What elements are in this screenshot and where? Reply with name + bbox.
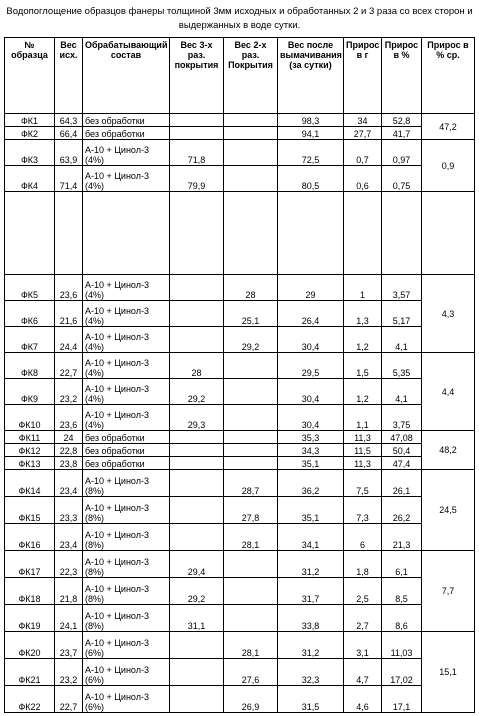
composition-cell: А-10 + Цинол-3 (4%) — [83, 275, 170, 301]
weight-after-soak-cell: 30,4 — [278, 405, 344, 431]
table-row — [5, 470, 475, 497]
initial-weight-cell: 23,7 — [55, 632, 83, 659]
sample-id-cell: ФК16 — [5, 524, 55, 551]
gain-grams-cell: 2,7 — [344, 605, 382, 632]
weight-3-coats-cell — [170, 457, 224, 470]
weight-3-coats-cell — [170, 497, 224, 524]
table-row — [5, 275, 475, 301]
composition-cell: А-10 + Цинол-3 (4%) — [83, 140, 170, 166]
weight-2-coats-cell — [224, 114, 278, 127]
composition-cell: А-10 + Цинол-3 (8%) — [83, 551, 170, 578]
composition-cell: А-10 + Цинол-3 (4%) — [83, 166, 170, 192]
weight-2-coats-cell — [224, 405, 278, 431]
gain-percent-average-cell: 0,9 — [422, 140, 475, 192]
header-weight-after-soaking: Вес после вымачивания (за сутки) — [278, 38, 344, 114]
initial-weight-cell: 21,6 — [55, 301, 83, 327]
table-row — [5, 431, 475, 444]
gain-percent-cell: 21,3 — [382, 524, 422, 551]
gain-percent-cell: 17,02 — [382, 659, 422, 686]
initial-weight-cell: 23,8 — [55, 457, 83, 470]
initial-weight-cell: 23,6 — [55, 405, 83, 431]
gain-percent-average-cell: 48,2 — [422, 431, 475, 470]
table-row — [5, 605, 475, 632]
weight-2-coats-cell: 27,6 — [224, 659, 278, 686]
gain-grams-cell: 1,1 — [344, 405, 382, 431]
composition-cell: А-10 + Цинол-3 (4%) — [83, 301, 170, 327]
table-row — [5, 127, 475, 140]
sample-id-cell: ФК18 — [5, 578, 55, 605]
header-row — [5, 38, 475, 114]
header-sample-number: № образца — [5, 38, 55, 114]
composition-cell: без обработки — [83, 444, 170, 457]
weight-3-coats-cell: 29,3 — [170, 405, 224, 431]
table-row — [5, 444, 475, 457]
weight-2-coats-cell — [224, 166, 278, 192]
sample-id-cell: ФК19 — [5, 605, 55, 632]
gain-grams-cell: 1,2 — [344, 327, 382, 353]
initial-weight-cell: 22,8 — [55, 444, 83, 457]
sample-id-cell: ФК2 — [5, 127, 55, 140]
gain-percent-cell: 52,8 — [382, 114, 422, 127]
composition-cell: А-10 + Цинол-3 (4%) — [83, 327, 170, 353]
weight-2-coats-cell: 26,9 — [224, 686, 278, 713]
gain-percent-average-cell: 15,1 — [422, 632, 475, 713]
weight-2-coats-cell: 28,1 — [224, 632, 278, 659]
weight-3-coats-cell — [170, 470, 224, 497]
initial-weight-cell: 23,2 — [55, 659, 83, 686]
gain-grams-cell: 6 — [344, 524, 382, 551]
sample-id-cell: ФК21 — [5, 659, 55, 686]
weight-3-coats-cell — [170, 127, 224, 140]
sample-id-cell: ФК15 — [5, 497, 55, 524]
weight-2-coats-cell — [224, 140, 278, 166]
table-row — [5, 524, 475, 551]
gain-grams-cell: 11,3 — [344, 457, 382, 470]
weight-2-coats-cell: 25,1 — [224, 301, 278, 327]
gain-percent-cell: 8,5 — [382, 578, 422, 605]
weight-after-soak-cell: 29 — [278, 275, 344, 301]
weight-2-coats-cell — [224, 457, 278, 470]
gain-grams-cell: 1,5 — [344, 353, 382, 379]
gain-percent-average-cell — [422, 192, 475, 275]
header-gain-percent-avg: Прирос в % ср. — [422, 38, 475, 114]
sample-id-cell: ФК4 — [5, 166, 55, 192]
table-body — [5, 114, 475, 713]
weight-after-soak-cell: 33,8 — [278, 605, 344, 632]
weight-after-soak-cell: 36,2 — [278, 470, 344, 497]
header-initial-weight: Вес исх. — [55, 38, 83, 114]
initial-weight-cell: 23,2 — [55, 379, 83, 405]
initial-weight-cell: 24,4 — [55, 327, 83, 353]
initial-weight-cell: 24,1 — [55, 605, 83, 632]
weight-2-coats-cell — [224, 578, 278, 605]
gain-percent-cell: 26,1 — [382, 470, 422, 497]
sample-id-cell: ФК11 — [5, 431, 55, 444]
sample-id-cell: ФК3 — [5, 140, 55, 166]
initial-weight-cell: 23,6 — [55, 275, 83, 301]
table-title: Водопоглощение образцов фанеры толщиной 3мм исходных и обработанных 2 и 3 раза со всех сторон и выдержанных в воде сутки. — [6, 6, 473, 31]
table-row — [5, 405, 475, 431]
weight-3-coats-cell — [170, 275, 224, 301]
initial-weight-cell: 23,4 — [55, 524, 83, 551]
initial-weight-cell: 24 — [55, 431, 83, 444]
weight-2-coats-cell — [224, 353, 278, 379]
weight-2-coats-cell — [224, 431, 278, 444]
sample-id-cell: ФК1 — [5, 114, 55, 127]
weight-3-coats-cell — [170, 301, 224, 327]
gain-percent-cell: 0,75 — [382, 166, 422, 192]
sample-id-cell — [5, 192, 55, 275]
weight-2-coats-cell — [224, 551, 278, 578]
weight-3-coats-cell: 79,9 — [170, 166, 224, 192]
weight-after-soak-cell: 30,4 — [278, 379, 344, 405]
composition-cell: А-10 + Цинол-3 (4%) — [83, 353, 170, 379]
initial-weight-cell: 23,3 — [55, 497, 83, 524]
gain-percent-cell: 47,4 — [382, 457, 422, 470]
sample-id-cell: ФК22 — [5, 686, 55, 713]
table-row — [5, 192, 475, 275]
weight-2-coats-cell — [224, 605, 278, 632]
gain-grams-cell: 7,3 — [344, 497, 382, 524]
weight-after-soak-cell: 34,1 — [278, 524, 344, 551]
sample-id-cell: ФК6 — [5, 301, 55, 327]
weight-2-coats-cell: 27,8 — [224, 497, 278, 524]
weight-3-coats-cell: 28 — [170, 353, 224, 379]
weight-after-soak-cell: 31,2 — [278, 551, 344, 578]
sample-id-cell: ФК10 — [5, 405, 55, 431]
header-gain-grams: Прирос в г — [344, 38, 382, 114]
composition-cell: А-10 + Цинол-3 (6%) — [83, 659, 170, 686]
gain-percent-cell: 17,1 — [382, 686, 422, 713]
gain-grams-cell: 1,3 — [344, 301, 382, 327]
weight-after-soak-cell: 29,5 — [278, 353, 344, 379]
initial-weight-cell: 63,9 — [55, 140, 83, 166]
gain-percent-average-cell: 7,7 — [422, 551, 475, 632]
composition-cell: А-10 + Цинол-3 (8%) — [83, 605, 170, 632]
gain-grams-cell: 27,7 — [344, 127, 382, 140]
header-weight-3-coats: Вес 3-х раз. покрытия — [170, 38, 224, 114]
gain-percent-cell: 8,6 — [382, 605, 422, 632]
table-row — [5, 353, 475, 379]
sample-id-cell: ФК9 — [5, 379, 55, 405]
gain-percent-cell: 50,4 — [382, 444, 422, 457]
gain-grams-cell: 4,7 — [344, 659, 382, 686]
gain-percent-cell: 47,08 — [382, 431, 422, 444]
initial-weight-cell: 71,4 — [55, 166, 83, 192]
gain-grams-cell: 11,3 — [344, 431, 382, 444]
sample-id-cell: ФК14 — [5, 470, 55, 497]
gain-grams-cell: 7,5 — [344, 470, 382, 497]
header-gain-percent: Прирос в % — [382, 38, 422, 114]
weight-after-soak-cell: 94,1 — [278, 127, 344, 140]
gain-grams-cell: 4,6 — [344, 686, 382, 713]
gain-percent-cell: 5,35 — [382, 353, 422, 379]
weight-2-coats-cell: 28 — [224, 275, 278, 301]
initial-weight-cell: 22,3 — [55, 551, 83, 578]
weight-3-coats-cell — [170, 327, 224, 353]
gain-percent-cell: 26,2 — [382, 497, 422, 524]
table-row — [5, 578, 475, 605]
table-row — [5, 166, 475, 192]
gain-percent-cell: 0,97 — [382, 140, 422, 166]
weight-3-coats-cell — [170, 444, 224, 457]
composition-cell: А-10 + Цинол-3 (6%) — [83, 632, 170, 659]
gain-percent-cell — [382, 192, 422, 275]
initial-weight-cell — [55, 192, 83, 275]
weight-3-coats-cell: 31,1 — [170, 605, 224, 632]
initial-weight-cell: 21,8 — [55, 578, 83, 605]
gain-percent-average-cell: 4,4 — [422, 353, 475, 431]
weight-2-coats-cell: 28,7 — [224, 470, 278, 497]
weight-after-soak-cell: 98,3 — [278, 114, 344, 127]
composition-cell: А-10 + Цинол-3 (8%) — [83, 578, 170, 605]
gain-grams-cell: 3,1 — [344, 632, 382, 659]
gain-percent-cell: 4,1 — [382, 327, 422, 353]
gain-percent-cell: 6,1 — [382, 551, 422, 578]
composition-cell: без обработки — [83, 431, 170, 444]
weight-3-coats-cell — [170, 524, 224, 551]
weight-after-soak-cell: 26,4 — [278, 301, 344, 327]
weight-2-coats-cell: 29,2 — [224, 327, 278, 353]
gain-grams-cell: 1 — [344, 275, 382, 301]
weight-after-soak-cell: 31,5 — [278, 686, 344, 713]
table-row — [5, 457, 475, 470]
table-row — [5, 551, 475, 578]
composition-cell: А-10 + Цинол-3 (4%) — [83, 379, 170, 405]
table-row — [5, 140, 475, 166]
weight-3-coats-cell — [170, 632, 224, 659]
sample-id-cell: ФК5 — [5, 275, 55, 301]
gain-grams-cell — [344, 192, 382, 275]
initial-weight-cell: 22,7 — [55, 686, 83, 713]
gain-percent-cell: 5,17 — [382, 301, 422, 327]
sample-id-cell: ФК12 — [5, 444, 55, 457]
gain-percent-cell: 4,1 — [382, 379, 422, 405]
header-weight-2-coats: Вес 2-х раз. Покрытия — [224, 38, 278, 114]
gain-grams-cell: 11,5 — [344, 444, 382, 457]
composition-cell: А-10 + Цинол-3 (8%) — [83, 497, 170, 524]
composition-cell: без обработки — [83, 457, 170, 470]
weight-2-coats-cell: 28,1 — [224, 524, 278, 551]
gain-percent-average-cell: 24,5 — [422, 470, 475, 551]
weight-after-soak-cell: 34,3 — [278, 444, 344, 457]
table-row — [5, 659, 475, 686]
weight-after-soak-cell: 30,4 — [278, 327, 344, 353]
weight-after-soak-cell: 35,1 — [278, 457, 344, 470]
weight-3-coats-cell: 29,2 — [170, 578, 224, 605]
weight-3-coats-cell — [170, 659, 224, 686]
weight-after-soak-cell: 32,3 — [278, 659, 344, 686]
composition-cell: без обработки — [83, 114, 170, 127]
weight-after-soak-cell: 35,1 — [278, 497, 344, 524]
sample-id-cell: ФК20 — [5, 632, 55, 659]
composition-cell: А-10 + Цинол-3 (8%) — [83, 470, 170, 497]
table-row — [5, 379, 475, 405]
initial-weight-cell: 23,4 — [55, 470, 83, 497]
weight-after-soak-cell — [278, 192, 344, 275]
sample-id-cell: ФК17 — [5, 551, 55, 578]
weight-2-coats-cell — [224, 127, 278, 140]
gain-percent-cell: 11,03 — [382, 632, 422, 659]
composition-cell: А-10 + Цинол-3 (8%) — [83, 524, 170, 551]
gain-percent-cell: 3,75 — [382, 405, 422, 431]
header-treatment-composition: Обрабатывающий состав — [83, 38, 170, 114]
weight-3-coats-cell — [170, 114, 224, 127]
initial-weight-cell: 22,7 — [55, 353, 83, 379]
weight-2-coats-cell — [224, 192, 278, 275]
weight-after-soak-cell: 31,2 — [278, 632, 344, 659]
weight-after-soak-cell: 72,5 — [278, 140, 344, 166]
sample-id-cell: ФК8 — [5, 353, 55, 379]
gain-grams-cell: 2,5 — [344, 578, 382, 605]
weight-3-coats-cell — [170, 686, 224, 713]
composition-cell: без обработки — [83, 127, 170, 140]
weight-2-coats-cell — [224, 444, 278, 457]
gain-percent-cell: 41,7 — [382, 127, 422, 140]
weight-3-coats-cell: 71,8 — [170, 140, 224, 166]
weight-2-coats-cell — [224, 379, 278, 405]
weight-after-soak-cell: 31,7 — [278, 578, 344, 605]
table-row — [5, 327, 475, 353]
weight-after-soak-cell: 35,3 — [278, 431, 344, 444]
weight-3-coats-cell: 29,4 — [170, 551, 224, 578]
composition-cell: А-10 + Цинол-3 (6%) — [83, 686, 170, 713]
gain-grams-cell: 34 — [344, 114, 382, 127]
table-row — [5, 114, 475, 127]
table-row — [5, 301, 475, 327]
table-row — [5, 497, 475, 524]
gain-percent-average-cell: 4,3 — [422, 275, 475, 353]
weight-3-coats-cell: 29,2 — [170, 379, 224, 405]
initial-weight-cell: 66,4 — [55, 127, 83, 140]
gain-grams-cell: 0,6 — [344, 166, 382, 192]
weight-after-soak-cell: 80,5 — [278, 166, 344, 192]
weight-3-coats-cell — [170, 431, 224, 444]
gain-percent-average-cell: 47,2 — [422, 114, 475, 140]
gain-grams-cell: 1,2 — [344, 379, 382, 405]
composition-cell: А-10 + Цинол-3 (4%) — [83, 405, 170, 431]
initial-weight-cell: 64,3 — [55, 114, 83, 127]
water-absorption-table — [4, 37, 475, 713]
gain-grams-cell: 0,7 — [344, 140, 382, 166]
weight-3-coats-cell — [170, 192, 224, 275]
sample-id-cell: ФК7 — [5, 327, 55, 353]
gain-grams-cell: 1,8 — [344, 551, 382, 578]
table-row — [5, 632, 475, 659]
sample-id-cell: ФК13 — [5, 457, 55, 470]
composition-cell — [83, 192, 170, 275]
table-row — [5, 686, 475, 713]
gain-percent-cell: 3,57 — [382, 275, 422, 301]
